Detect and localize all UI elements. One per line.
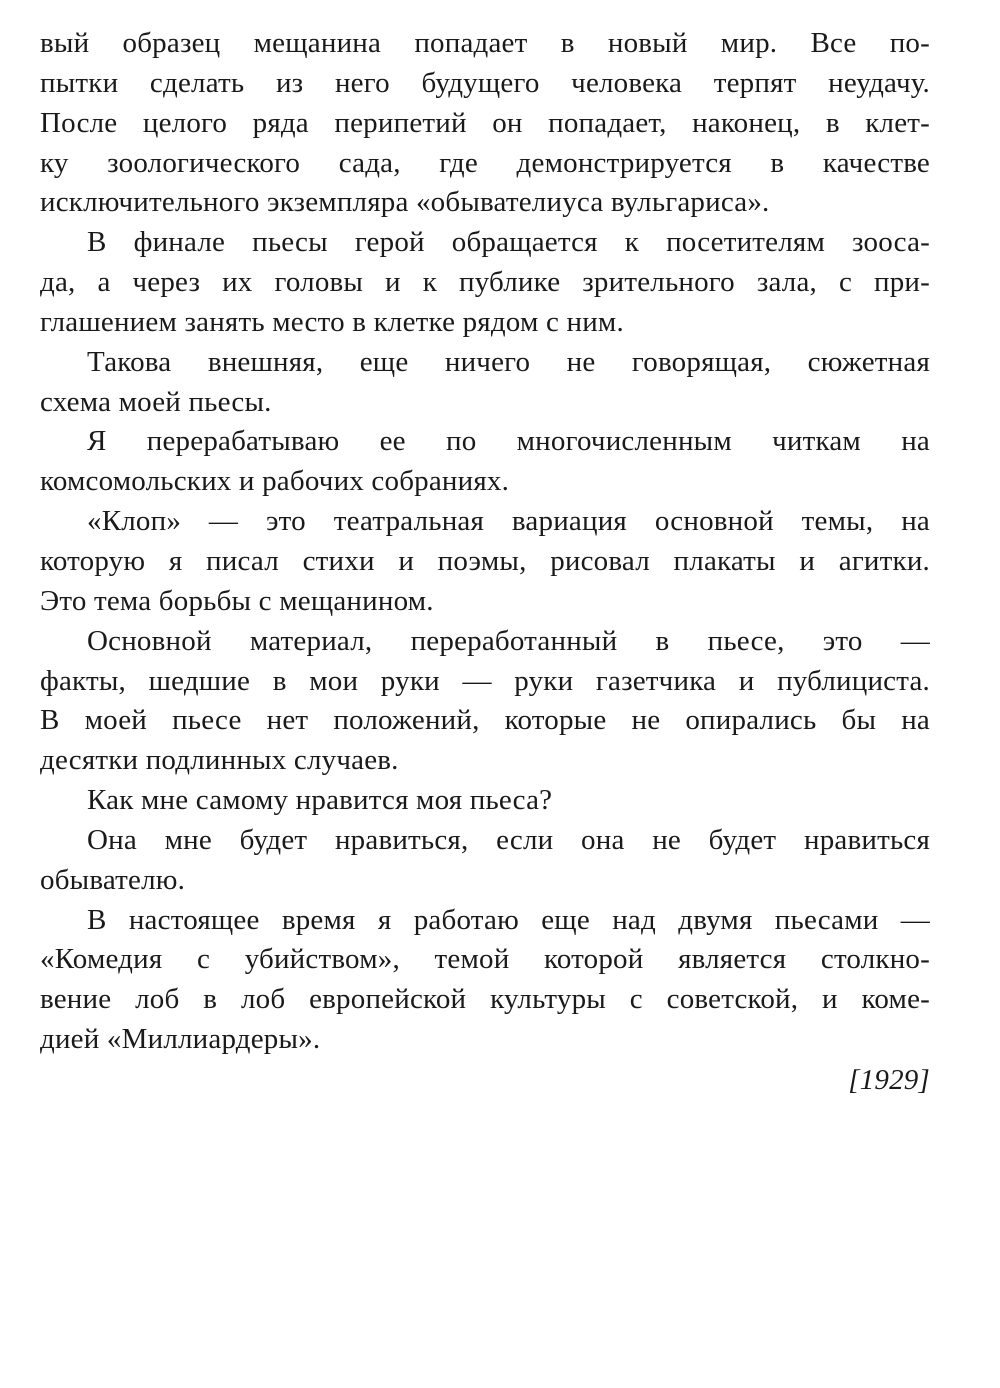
paragraph xyxy=(40,343,930,423)
text-line: В финале пьесы герой обращается к посетителям зооса- xyxy=(87,226,930,259)
paragraph xyxy=(40,821,930,901)
text-line: комсомольских и рабочих собраниях. xyxy=(40,465,510,498)
text-line: вый образец мещанина попадает в новый мир. Все по- xyxy=(40,27,930,59)
paragraph xyxy=(40,502,930,622)
paragraph xyxy=(40,24,930,223)
paragraph xyxy=(40,223,930,343)
text-line: вение лоб в лоб европейской культуры с советской, и коме- xyxy=(40,983,930,1016)
text-line: Такова внешняя, еще ничего не говорящая, сюжетная xyxy=(87,345,930,378)
text-line: да, а через их головы и к публике зрительного зала, с при- xyxy=(40,266,930,299)
text-line: которую я писал стихи и поэмы, рисовал плакаты и агитки. xyxy=(40,544,930,577)
text-line: Она мне будет нравиться, если она не будет нравиться xyxy=(87,823,930,856)
text-line: исключительного экземпляра «обывателиуса вульгариса». xyxy=(40,186,770,219)
text-line: дией «Миллиардеры». xyxy=(40,1023,321,1056)
paragraph xyxy=(40,781,930,821)
date-line: [1929] xyxy=(848,1063,930,1096)
text-line: факты, шедшие в мои руки — руки газетчика и публициста. xyxy=(40,664,930,697)
paragraph xyxy=(40,422,930,502)
paragraph xyxy=(40,901,930,1060)
text-line: глашением занять место в клетке рядом с ним. xyxy=(40,305,624,338)
paragraphs xyxy=(40,24,930,1060)
text-line: В настоящее время я работаю еще над двумя пьесами — xyxy=(87,903,930,936)
text-line: После целого ряда перипетий он попадает, наконец, в клет- xyxy=(40,106,930,139)
text-line: Основной материал, переработанный в пьесе, это — xyxy=(87,624,930,657)
text-line: Я перерабатываю ее по многочисленным читкам на xyxy=(87,425,930,458)
text-line: десятки подлинных случаев. xyxy=(40,744,399,777)
text-line: ку зоологического сада, где демонстрируется в качестве xyxy=(40,146,930,179)
text-line: «Клоп» — это театральная вариация основной темы, на xyxy=(87,505,930,538)
text-line: пытки сделать из него будущего человека терпят неудачу. xyxy=(40,66,930,99)
text-line: «Комедия с убийством», темой которой является столкно- xyxy=(40,943,930,976)
text-line: В моей пьесе нет положений, которые не опирались бы на xyxy=(40,704,930,737)
paragraph xyxy=(40,622,930,781)
text-line: Это тема борьбы с мещанином. xyxy=(40,584,434,617)
text-line: схема моей пьесы. xyxy=(40,385,272,418)
text-line: Как мне самому нравится моя пьеса? xyxy=(87,784,553,817)
text-line: обывателю. xyxy=(40,863,186,896)
document-body xyxy=(40,24,930,1100)
